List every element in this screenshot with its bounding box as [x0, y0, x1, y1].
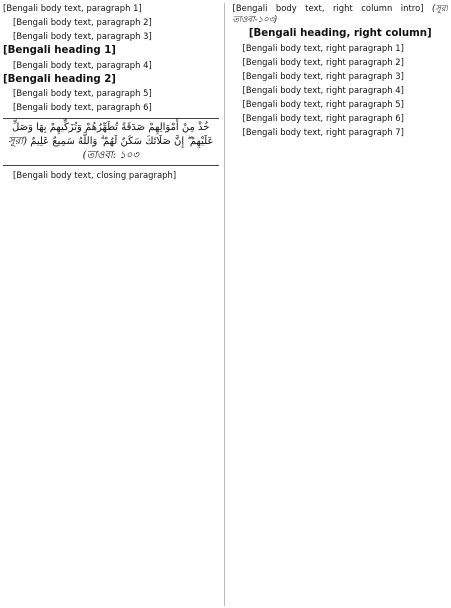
- left-paragraph-3: [Bengali body text, paragraph 3]: [13, 31, 152, 42]
- right-intro-text: [Bengali body text, right column intro]: [232, 3, 424, 13]
- arabic-verse-citation: (সূরা তাওবা: ১০৩): [8, 135, 139, 161]
- right-paragraph-5: [Bengali body text, right paragraph 5]: [242, 99, 405, 110]
- left-column: [3, 3, 225, 606]
- right-column: [233, 3, 449, 606]
- left-paragraph-closing: [Bengali body text, closing paragraph]: [13, 169, 177, 180]
- right-paragraph-6: [Bengali body text, right paragraph 6]: [242, 113, 405, 124]
- right-intro-paragraph: [233, 3, 449, 25]
- right-paragraph-1: [Bengali body text, right paragraph 1]: [242, 42, 405, 53]
- arabic-verse-text: خُذْ مِنْ أَمْوَالِهِمْ صَدَقَةً تُطَهِّرُهُمْ وَتُزَكِّيهِمْ بِهَا وَصَلِّ عَلَيْهِمْ ۖ إِنَّ صَلَاتَكَ سَكَنٌ لَهُمْ ۗ وَاللَّهُ سَمِيعٌ عَلِيمٌ: [12, 121, 214, 147]
- left-paragraph-6: [Bengali body text, paragraph 6]: [13, 102, 152, 113]
- right-paragraph-4: [Bengali body text, right paragraph 4]: [242, 84, 405, 95]
- right-paragraph-2: [Bengali body text, right paragraph 2]: [242, 56, 405, 67]
- right-paragraph-3: [Bengali body text, right paragraph 3]: [242, 70, 405, 81]
- right-paragraph-7: [Bengali body text, right paragraph 7]: [242, 127, 405, 138]
- left-paragraph-2: [Bengali body text, paragraph 2]: [13, 17, 152, 28]
- left-paragraph-5: [Bengali body text, paragraph 5]: [13, 88, 152, 99]
- section-heading-2: [Bengali heading 2]: [3, 73, 116, 85]
- left-paragraph-1: [Bengali body text, paragraph 1]: [3, 3, 142, 13]
- left-paragraph-4: [Bengali body text, paragraph 4]: [13, 59, 152, 70]
- arabic-verse: [3, 118, 219, 166]
- right-intro-citation: (সূরা তাওবা-১০৩): [232, 3, 448, 25]
- right-section-heading: [Bengali heading, right column]: [248, 28, 432, 40]
- section-heading-1: [Bengali heading 1]: [3, 45, 116, 57]
